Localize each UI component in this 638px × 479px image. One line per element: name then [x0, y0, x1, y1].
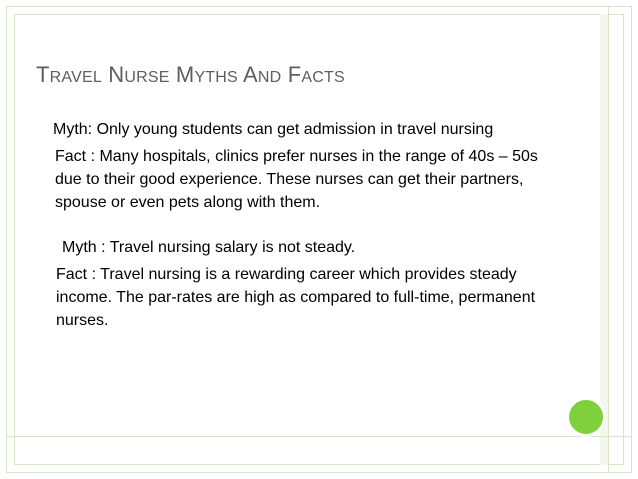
myth-paragraph-1: Myth: Only young students can get admission in travel nursing — [53, 121, 494, 138]
fact-paragraph-1: Fact : Many hospitals, clinics prefer nurses in the range of 40s – 50s due to their good experience. These nurses can get their partners, spouse or even pets along with them. — [55, 148, 538, 211]
slide-title — [36, 62, 345, 88]
title-word: AND — [243, 62, 282, 87]
slide-horizontal-rule — [6, 436, 632, 437]
title-word: TRAVEL — [36, 62, 102, 87]
accent-circle — [566, 397, 606, 437]
title-word: NURSE — [108, 62, 170, 87]
myth-paragraph-2: Myth : Travel nursing salary is not steady. — [62, 239, 356, 256]
fact-paragraph-2: Fact : Travel nursing is a rewarding career which provides steady income. The par-rates are high as compared to full-time, permanent nurses. — [56, 266, 536, 329]
title-word: MYTHS — [175, 62, 238, 87]
slide-vertical-rule — [608, 6, 609, 473]
slide-side-bar — [600, 14, 608, 465]
title-word: FACTS — [287, 62, 345, 87]
